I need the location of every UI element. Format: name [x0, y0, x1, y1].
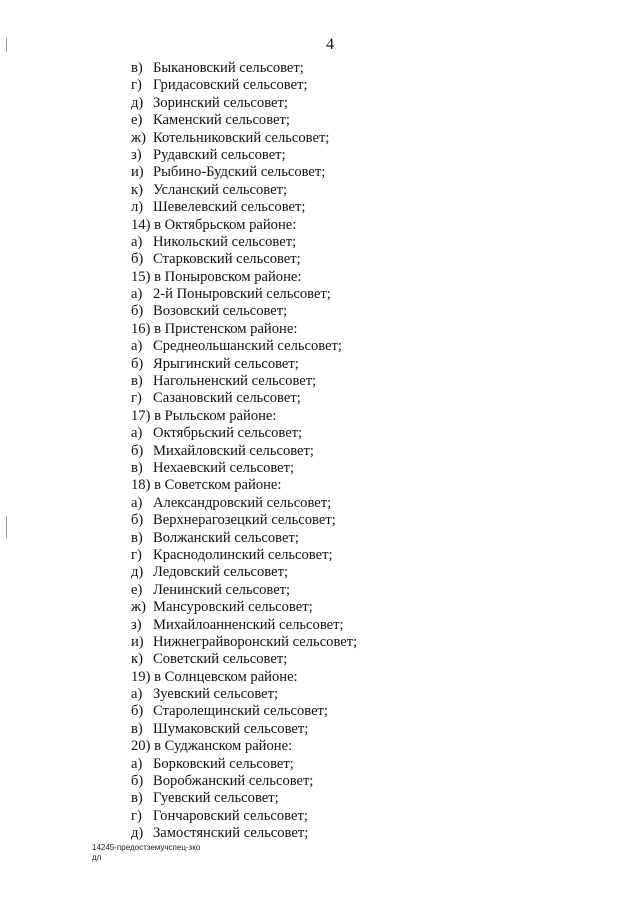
- list-item: [131, 651, 551, 668]
- list-item-marker: б): [131, 355, 144, 372]
- list-item: [131, 721, 551, 738]
- list-item-marker: в): [131, 529, 143, 546]
- list-item: [131, 634, 551, 651]
- list-item-marker: и): [131, 633, 144, 650]
- list-item-text: Октябрьский сельсовет;: [153, 425, 303, 442]
- district-heading: [131, 321, 551, 338]
- list-item-marker: а): [131, 494, 143, 511]
- list-item: [131, 825, 551, 842]
- footer-file-code: 14245-предостземучспец-зко: [92, 843, 201, 852]
- list-item-text: Нагольненский сельсовет;: [153, 373, 317, 390]
- list-item-text: Гридасовский сельсовет;: [153, 77, 308, 94]
- list-item: [131, 286, 551, 303]
- list-item-text: Никольский сельсовет;: [153, 233, 297, 250]
- list-item: [131, 251, 551, 268]
- list-item-text: Котельниковский сельсовет;: [153, 129, 330, 146]
- list-item-text: Верхнерагозецкий сельсовет;: [153, 512, 336, 529]
- list-item: [131, 303, 551, 320]
- list-item: [131, 338, 551, 355]
- district-heading-text: 20) в Суджанском районе:: [131, 738, 293, 755]
- list-item: [131, 234, 551, 251]
- list-item-marker: д): [131, 94, 144, 111]
- list-item: [131, 112, 551, 129]
- list-item: [131, 95, 551, 112]
- list-item-marker: б): [131, 703, 144, 720]
- list-item-marker: и): [131, 164, 144, 181]
- list-item: [131, 356, 551, 373]
- list-item-text: Быкановский сельсовет;: [153, 60, 304, 76]
- list-item-text: Зуевский сельсовет;: [153, 686, 279, 703]
- list-item-text: Воробжанский сельсовет;: [153, 773, 314, 790]
- page-number: 4: [326, 36, 334, 53]
- district-heading-text: 14) в Октябрьском районе:: [131, 216, 297, 233]
- list-item-marker: в): [131, 60, 143, 76]
- list-item: [131, 512, 551, 529]
- list-item: [131, 582, 551, 599]
- list-item-marker: з): [131, 616, 142, 633]
- list-item: [131, 60, 551, 77]
- list-item-text: Михайловский сельсовет;: [153, 442, 314, 459]
- list-item-text: Усланский сельсовет;: [153, 181, 288, 198]
- list-item-marker: в): [131, 720, 143, 737]
- list-item: [131, 460, 551, 477]
- list-item-marker: б): [131, 442, 144, 459]
- footer-initials: дл: [92, 853, 102, 862]
- list-item-text: Михайлоанненский сельсовет;: [153, 616, 344, 633]
- scan-edge-mark: [6, 38, 7, 52]
- list-item-text: Рудавский сельсовет;: [153, 146, 286, 163]
- list-item-marker: а): [131, 755, 143, 772]
- list-item-text: Шевелевский сельсовет;: [153, 199, 306, 216]
- list-item-text: Зоринский сельсовет;: [153, 94, 288, 111]
- list-item-text: Ленинский сельсовет;: [153, 581, 291, 598]
- list-item-marker: к): [131, 181, 143, 198]
- list-item-text: Старолещинский сельсовет;: [153, 703, 328, 720]
- list-item: [131, 77, 551, 94]
- list-item-marker: д): [131, 564, 144, 581]
- list-item-text: Старковский сельсовет;: [153, 251, 301, 268]
- district-heading: [131, 217, 551, 234]
- list-item: [131, 164, 551, 181]
- list-item-text: Ледовский сельсовет;: [153, 564, 289, 581]
- district-heading: [131, 269, 551, 286]
- list-item: [131, 686, 551, 703]
- list-item-marker: б): [131, 512, 144, 529]
- list-item-text: Нехаевский сельсовет;: [153, 459, 295, 476]
- list-item-text: Среднеольшанский сельсовет;: [153, 338, 342, 355]
- list-item: [131, 617, 551, 634]
- settlement-list: [131, 60, 551, 843]
- district-heading: [131, 738, 551, 755]
- list-item-marker: в): [131, 373, 143, 390]
- list-item-marker: г): [131, 390, 142, 407]
- list-item-marker: б): [131, 773, 144, 790]
- list-item-marker: а): [131, 338, 143, 355]
- list-item-text: Гуевский сельсовет;: [153, 790, 279, 807]
- list-item-text: Мансуровский сельсовет;: [153, 599, 313, 616]
- list-item-marker: к): [131, 651, 143, 668]
- list-item-marker: а): [131, 233, 143, 250]
- list-item: [131, 564, 551, 581]
- list-item-marker: ж): [131, 129, 146, 146]
- list-item: [131, 425, 551, 442]
- list-item: [131, 790, 551, 807]
- list-item-marker: ж): [131, 599, 146, 616]
- district-heading: [131, 669, 551, 686]
- list-item-text: Каменский сельсовет;: [153, 112, 290, 129]
- district-heading-text: 16) в Пристенском районе:: [131, 320, 298, 337]
- list-item: [131, 199, 551, 216]
- list-item-text: Ярыгинский сельсовет;: [153, 355, 299, 372]
- list-item-marker: з): [131, 146, 142, 163]
- list-item-text: Волжанский сельсовет;: [153, 529, 299, 546]
- list-item: [131, 547, 551, 564]
- list-item-marker: г): [131, 546, 142, 563]
- list-item-text: Советский сельсовет;: [153, 651, 288, 668]
- list-item-marker: б): [131, 251, 144, 268]
- list-item-text: Замостянский сельсовет;: [153, 825, 309, 842]
- list-item: [131, 495, 551, 512]
- list-item-marker: г): [131, 807, 142, 824]
- list-item-text: Александровский сельсовет;: [153, 494, 332, 511]
- list-item-marker: в): [131, 459, 143, 476]
- district-heading-text: 19) в Солнцевском районе:: [131, 668, 298, 685]
- list-item-marker: а): [131, 286, 143, 303]
- district-heading-text: 17) в Рыльском районе:: [131, 407, 277, 424]
- scan-edge-mark: [6, 516, 7, 538]
- district-heading: [131, 408, 551, 425]
- list-item-text: Борковский сельсовет;: [153, 755, 294, 772]
- list-item: [131, 373, 551, 390]
- document-footer: [92, 843, 200, 863]
- list-item-marker: б): [131, 303, 144, 320]
- list-item-text: Краснодолинский сельсовет;: [153, 546, 333, 563]
- list-item-marker: е): [131, 112, 143, 129]
- district-heading-text: 15) в Поныровском районе:: [131, 268, 302, 285]
- district-heading: [131, 477, 551, 494]
- list-item-text: Возовский сельсовет;: [153, 303, 288, 320]
- list-item-marker: а): [131, 686, 143, 703]
- list-item-text: Нижнеграйворонский сельсовет;: [153, 633, 358, 650]
- list-item-text: 2-й Поныровский сельсовет;: [153, 286, 331, 303]
- list-item-marker: а): [131, 425, 143, 442]
- list-item: [131, 530, 551, 547]
- list-item: [131, 130, 551, 147]
- list-item-text: Гончаровский сельсовет;: [153, 807, 308, 824]
- list-item: [131, 703, 551, 720]
- list-item-marker: д): [131, 825, 144, 842]
- list-item: [131, 390, 551, 407]
- list-item-text: Рыбино-Будский сельсовет;: [153, 164, 326, 181]
- list-item-marker: в): [131, 790, 143, 807]
- list-item: [131, 773, 551, 790]
- list-item-text: Сазановский сельсовет;: [153, 390, 301, 407]
- list-item: [131, 808, 551, 825]
- list-item: [131, 182, 551, 199]
- list-item: [131, 599, 551, 616]
- list-item: [131, 443, 551, 460]
- list-item-marker: г): [131, 77, 142, 94]
- district-heading-text: 18) в Советском районе:: [131, 477, 282, 494]
- list-item: [131, 147, 551, 164]
- list-item-text: Шумаковский сельсовет;: [153, 720, 309, 737]
- list-item-marker: л): [131, 199, 144, 216]
- list-item: [131, 756, 551, 773]
- list-item-marker: е): [131, 581, 143, 598]
